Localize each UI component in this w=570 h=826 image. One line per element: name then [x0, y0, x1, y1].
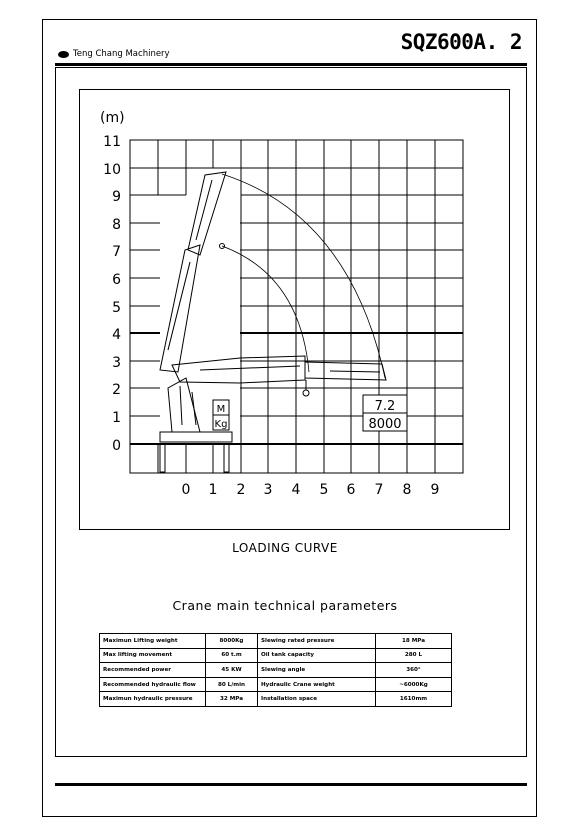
brand-name: Teng Chang Machinery [73, 49, 170, 59]
legend-unit-kg: Kg [214, 419, 228, 430]
param-label: Oil tank capacity [258, 648, 376, 663]
params-row [100, 634, 452, 649]
y-tick-0: 0 [112, 438, 121, 454]
hook [303, 390, 309, 396]
y-tick-6: 6 [112, 272, 121, 288]
param-label: Installation space [258, 692, 376, 707]
left-outrigger [160, 444, 165, 472]
footer-rule [55, 783, 527, 786]
marker-load: 8000 [368, 417, 402, 432]
param-value: 18 MPa [376, 634, 452, 649]
x-tick-6: 6 [346, 482, 356, 498]
param-value: 45 KW [206, 663, 258, 678]
y-tick-4: 4 [112, 327, 121, 343]
x-tick-9: 9 [430, 482, 440, 498]
load-curves [222, 174, 385, 378]
x-tick-4: 4 [291, 482, 301, 498]
param-value: 360° [376, 663, 452, 678]
y-tick-10: 10 [103, 162, 121, 178]
outer-reach-curve [222, 174, 385, 378]
param-value: 32 MPa [206, 692, 258, 707]
params-row [100, 663, 452, 678]
x-tick-1: 1 [208, 482, 218, 498]
model-number: SQZ600A. 2 [400, 30, 522, 54]
params-table [99, 633, 452, 707]
y-tick-9: 9 [112, 189, 121, 205]
right-outrigger [224, 444, 229, 472]
legend-unit-m: M [216, 404, 226, 415]
x-tick-0: 0 [181, 482, 191, 498]
param-value: ~6000Kg [376, 677, 452, 692]
x-tick-2: 2 [236, 482, 246, 498]
y-tick-8: 8 [112, 217, 121, 233]
param-label: Slewing angle [258, 663, 376, 678]
y-axis-ticks [100, 110, 125, 454]
y-tick-2: 2 [112, 382, 121, 398]
param-label: Maximun hydraulic pressure [100, 692, 206, 707]
param-value: 60 t.m [206, 648, 258, 663]
param-value: 280 L [376, 648, 452, 663]
param-label: Recommended power [100, 663, 206, 678]
params-row [100, 648, 452, 663]
y-tick-7: 7 [112, 244, 121, 260]
x-tick-8: 8 [402, 482, 412, 498]
y-tick-3: 3 [112, 355, 121, 371]
x-tick-5: 5 [319, 482, 329, 498]
params-row [100, 677, 452, 692]
y-tick-1: 1 [112, 410, 121, 426]
param-value: 80 L/min [206, 677, 258, 692]
params-title: Crane main technical parameters [172, 598, 398, 613]
params-row [100, 692, 452, 707]
marker-radius: 7.2 [374, 399, 396, 414]
chart-caption: LOADING CURVE [232, 541, 338, 555]
x-tick-3: 3 [263, 482, 273, 498]
param-value: 1610mm [376, 692, 452, 707]
param-label: Slewing rated pressure [258, 634, 376, 649]
param-label: Maximun Lifting weight [100, 634, 206, 649]
y-tick-5: 5 [112, 300, 121, 316]
unit-legend [213, 400, 229, 430]
param-label: Recommended hydraulic flow [100, 677, 206, 692]
x-tick-7: 7 [374, 482, 384, 498]
y-axis-unit: (m) [100, 110, 125, 126]
capacity-marker [363, 395, 407, 432]
y-tick-11: 11 [103, 134, 121, 150]
param-value: 8000Kg [206, 634, 258, 649]
param-label: Max lifting movement [100, 648, 206, 663]
param-label: Hydraulic Crane weight [258, 677, 376, 692]
x-axis-ticks [182, 482, 440, 498]
